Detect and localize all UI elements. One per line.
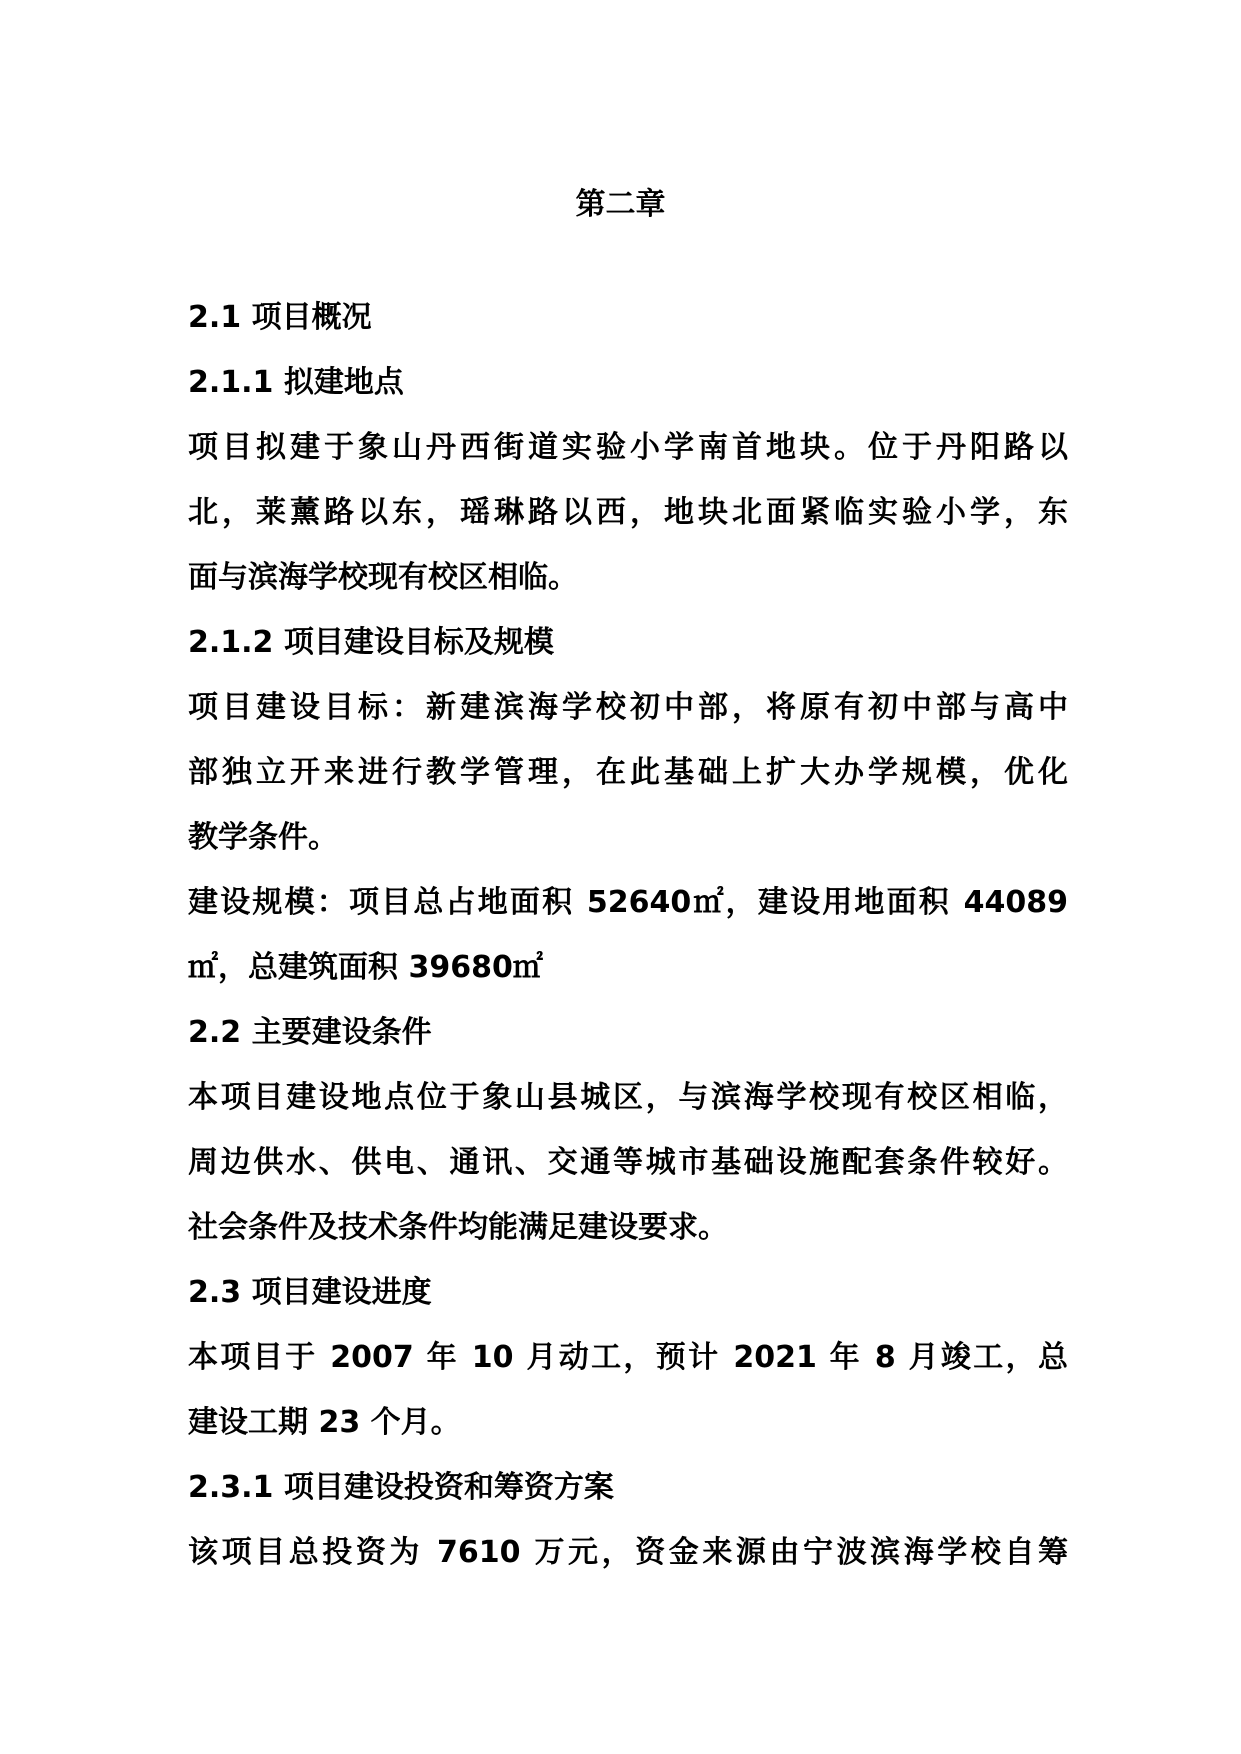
- paragraph-line: 项目建设目标：新建滨海学校初中部，将原有初中部与高中: [188, 690, 1068, 725]
- section-heading-2-3: 2.3 项目建设进度: [188, 1275, 432, 1310]
- chapter-title: 第二章: [575, 187, 666, 222]
- paragraph-line: 教学条件。: [188, 820, 338, 855]
- paragraph-line: 项目拟建于象山丹西街道实验小学南首地块。位于丹阳路以: [188, 430, 1068, 465]
- paragraph-line: 社会条件及技术条件均能满足建设要求。: [188, 1210, 728, 1245]
- paragraph-line: 部独立开来进行教学管理，在此基础上扩大办学规模，优化: [188, 755, 1068, 790]
- paragraph-line: 建设工期 23 个月。: [188, 1405, 461, 1440]
- section-heading-2-3-1: 2.3.1 项目建设投资和筹资方案: [188, 1470, 614, 1505]
- section-heading-2-1: 2.1 项目概况: [188, 300, 372, 335]
- document-body: [188, 285, 1068, 1585]
- paragraph-line: 本项目于 2007 年 10 月动工，预计 2021 年 8 月竣工，总: [188, 1340, 1068, 1375]
- paragraph-line: ㎡，总建筑面积 39680㎡: [188, 950, 543, 985]
- paragraph-line: 面与滨海学校现有校区相临。: [188, 560, 578, 595]
- section-heading-2-1-2: 2.1.2 项目建设目标及规模: [188, 625, 554, 660]
- paragraph-line: 北，莱薰路以东，瑶琳路以西，地块北面紧临实验小学，东: [188, 495, 1068, 530]
- paragraph-line: 周边供水、供电、通讯、交通等城市基础设施配套条件较好。: [188, 1145, 1068, 1180]
- paragraph-line: 本项目建设地点位于象山县城区，与滨海学校现有校区相临，: [188, 1080, 1068, 1115]
- paragraph-line: 建设规模：项目总占地面积 52640㎡，建设用地面积 44089: [188, 885, 1068, 920]
- section-heading-2-1-1: 2.1.1 拟建地点: [188, 365, 404, 400]
- section-heading-2-2: 2.2 主要建设条件: [188, 1015, 432, 1050]
- paragraph-line: 该项目总投资为 7610 万元，资金来源由宁波滨海学校自筹: [188, 1535, 1068, 1570]
